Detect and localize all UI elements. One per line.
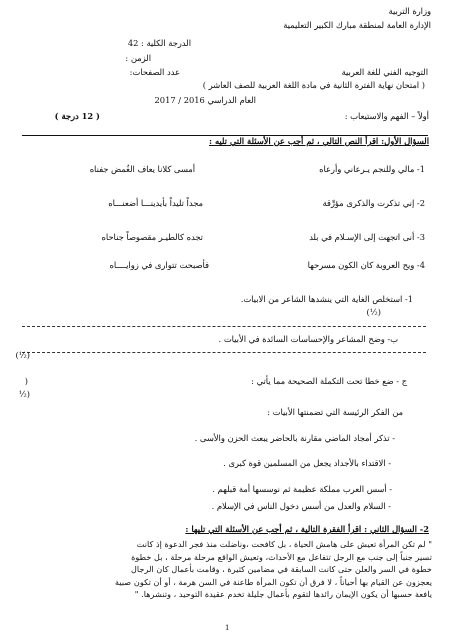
paragraph-line: تسير جنباً إلى جنب مع الرجل تتفاعل مع الأحداث، وتعيش الواقع مرحلة مرحلة ، بل خطوة: [131, 551, 432, 562]
paragraph-line: يافعة حسبها أن يكون الإيمان رائدها لتقوم بأعمال جليلة تخدم عقيدة التوحيد ، وتنشرها. ": [134, 589, 432, 600]
question-one-prompt: السؤال الأول: اقرأ النص التالي ، ثم أجب عن الأسئلة التي تليه :: [209, 136, 429, 146]
sub-question-b-mark: (½): [15, 350, 30, 360]
question-two-paragraph: [22, 538, 432, 601]
sub-question-c-mark: (½: [18, 389, 30, 399]
exam-time: الزمن :: [125, 53, 151, 63]
question-two-prompt: 2- السؤال الثاني : اقرأ الفقرة التالية ، ثم أجب عن الأسئلة التي تليها :: [185, 524, 429, 534]
answer-line: [22, 326, 426, 327]
total-grade: الدرجة الكلية : 42: [127, 38, 191, 48]
option-3: - أسس العرب مملكة عظيمة ثم نوسسها أمة قبلهم .: [212, 484, 392, 494]
sub-question-b: ب- وضح المشاعر والإحساسات السائدة في الأبيات .: [218, 334, 398, 344]
sub-question-a-mark: (½): [366, 307, 381, 317]
paragraph-line: خطوة في السر والعلن حتى كانت السابقة في مضامين كثيرة ، وقامت بأعمال كان الرجال: [130, 564, 432, 575]
sub-question-a: 1- استخلص الغاية التي ينشدها الشاعر من الابيات.: [240, 294, 413, 304]
verse-3-first: 3- أنى اتجهت إلى الإسـلام في بلد: [309, 232, 425, 242]
sub-question-c-paren: (: [24, 376, 28, 386]
guidance-department: التوجيه الفني للغة العربية: [341, 67, 428, 77]
option-4: - السلام والعدل من أسس دخول الناس في الإسلام .: [211, 501, 391, 511]
sub-question-c: ج - ضع خطا تحت التكملة الصحيحة مما يأتي :: [251, 376, 407, 386]
paragraph-line: " لم تكن المرأة تعيش على هامش الحياة ، بل كافحت ،وناضلت منذ فجر الدعوة إذ كانت: [136, 539, 432, 549]
option-2: - الاقتداء بالأجداد يجعل من المسلمين قوة كبرى .: [223, 458, 391, 468]
option-1: - تذكر أمجاد الماضي مقارنة بالحاضر يبعث الحزن والأسى .: [194, 433, 395, 443]
section-score: ( 12 درجة ): [54, 111, 100, 121]
verse-1-second: أمسى كلانا يعاف الغُمض جفناه: [89, 164, 195, 174]
verse-4-second: فأصبحت تتوارى في زوايــــاه: [109, 260, 209, 270]
verse-4-first: 4- ويح العروبة كان الكون مسرحها: [307, 260, 425, 270]
verse-2-first: 2- إني تذكرت والذكرى مؤرِّقة: [322, 198, 425, 208]
ministry-name: وزارة التربية: [388, 6, 431, 16]
school-year: العام الدراسي 2016 / 2017: [154, 95, 256, 105]
directorate-name: الإدارة العامة لمنطقة مبارك الكبير التعليمية: [283, 20, 431, 30]
pages-count: عدد الصفحات:: [129, 67, 180, 77]
options-stem: من الفكر الرئيسة التي تضمنتها الأبيات :: [267, 407, 403, 417]
verse-3-second: تجده كالطيـر مقصوصاً جناحاه: [101, 232, 203, 242]
exam-title: ( امتحان نهاية الفترة الثانية في مادة اللغة العربية للصف العاشر ): [202, 80, 425, 90]
page-number: 1: [225, 624, 230, 632]
paragraph-line: يعجزون عن القيام بها أحياناً ، لا فرق أن تكون المرأة طاعنة في السن هرمة ، أو أن تكون صبية: [114, 576, 432, 587]
verse-2-second: مجداً تليداً بأيدينـــا أضعنـــاه: [108, 198, 203, 208]
section-title: أولاً – الفهم والاستيعاب :: [344, 111, 429, 121]
answer-line: [22, 352, 426, 353]
verse-1-first: 1- مالي وللنجم يـرعاني وأرعاه: [319, 164, 425, 174]
